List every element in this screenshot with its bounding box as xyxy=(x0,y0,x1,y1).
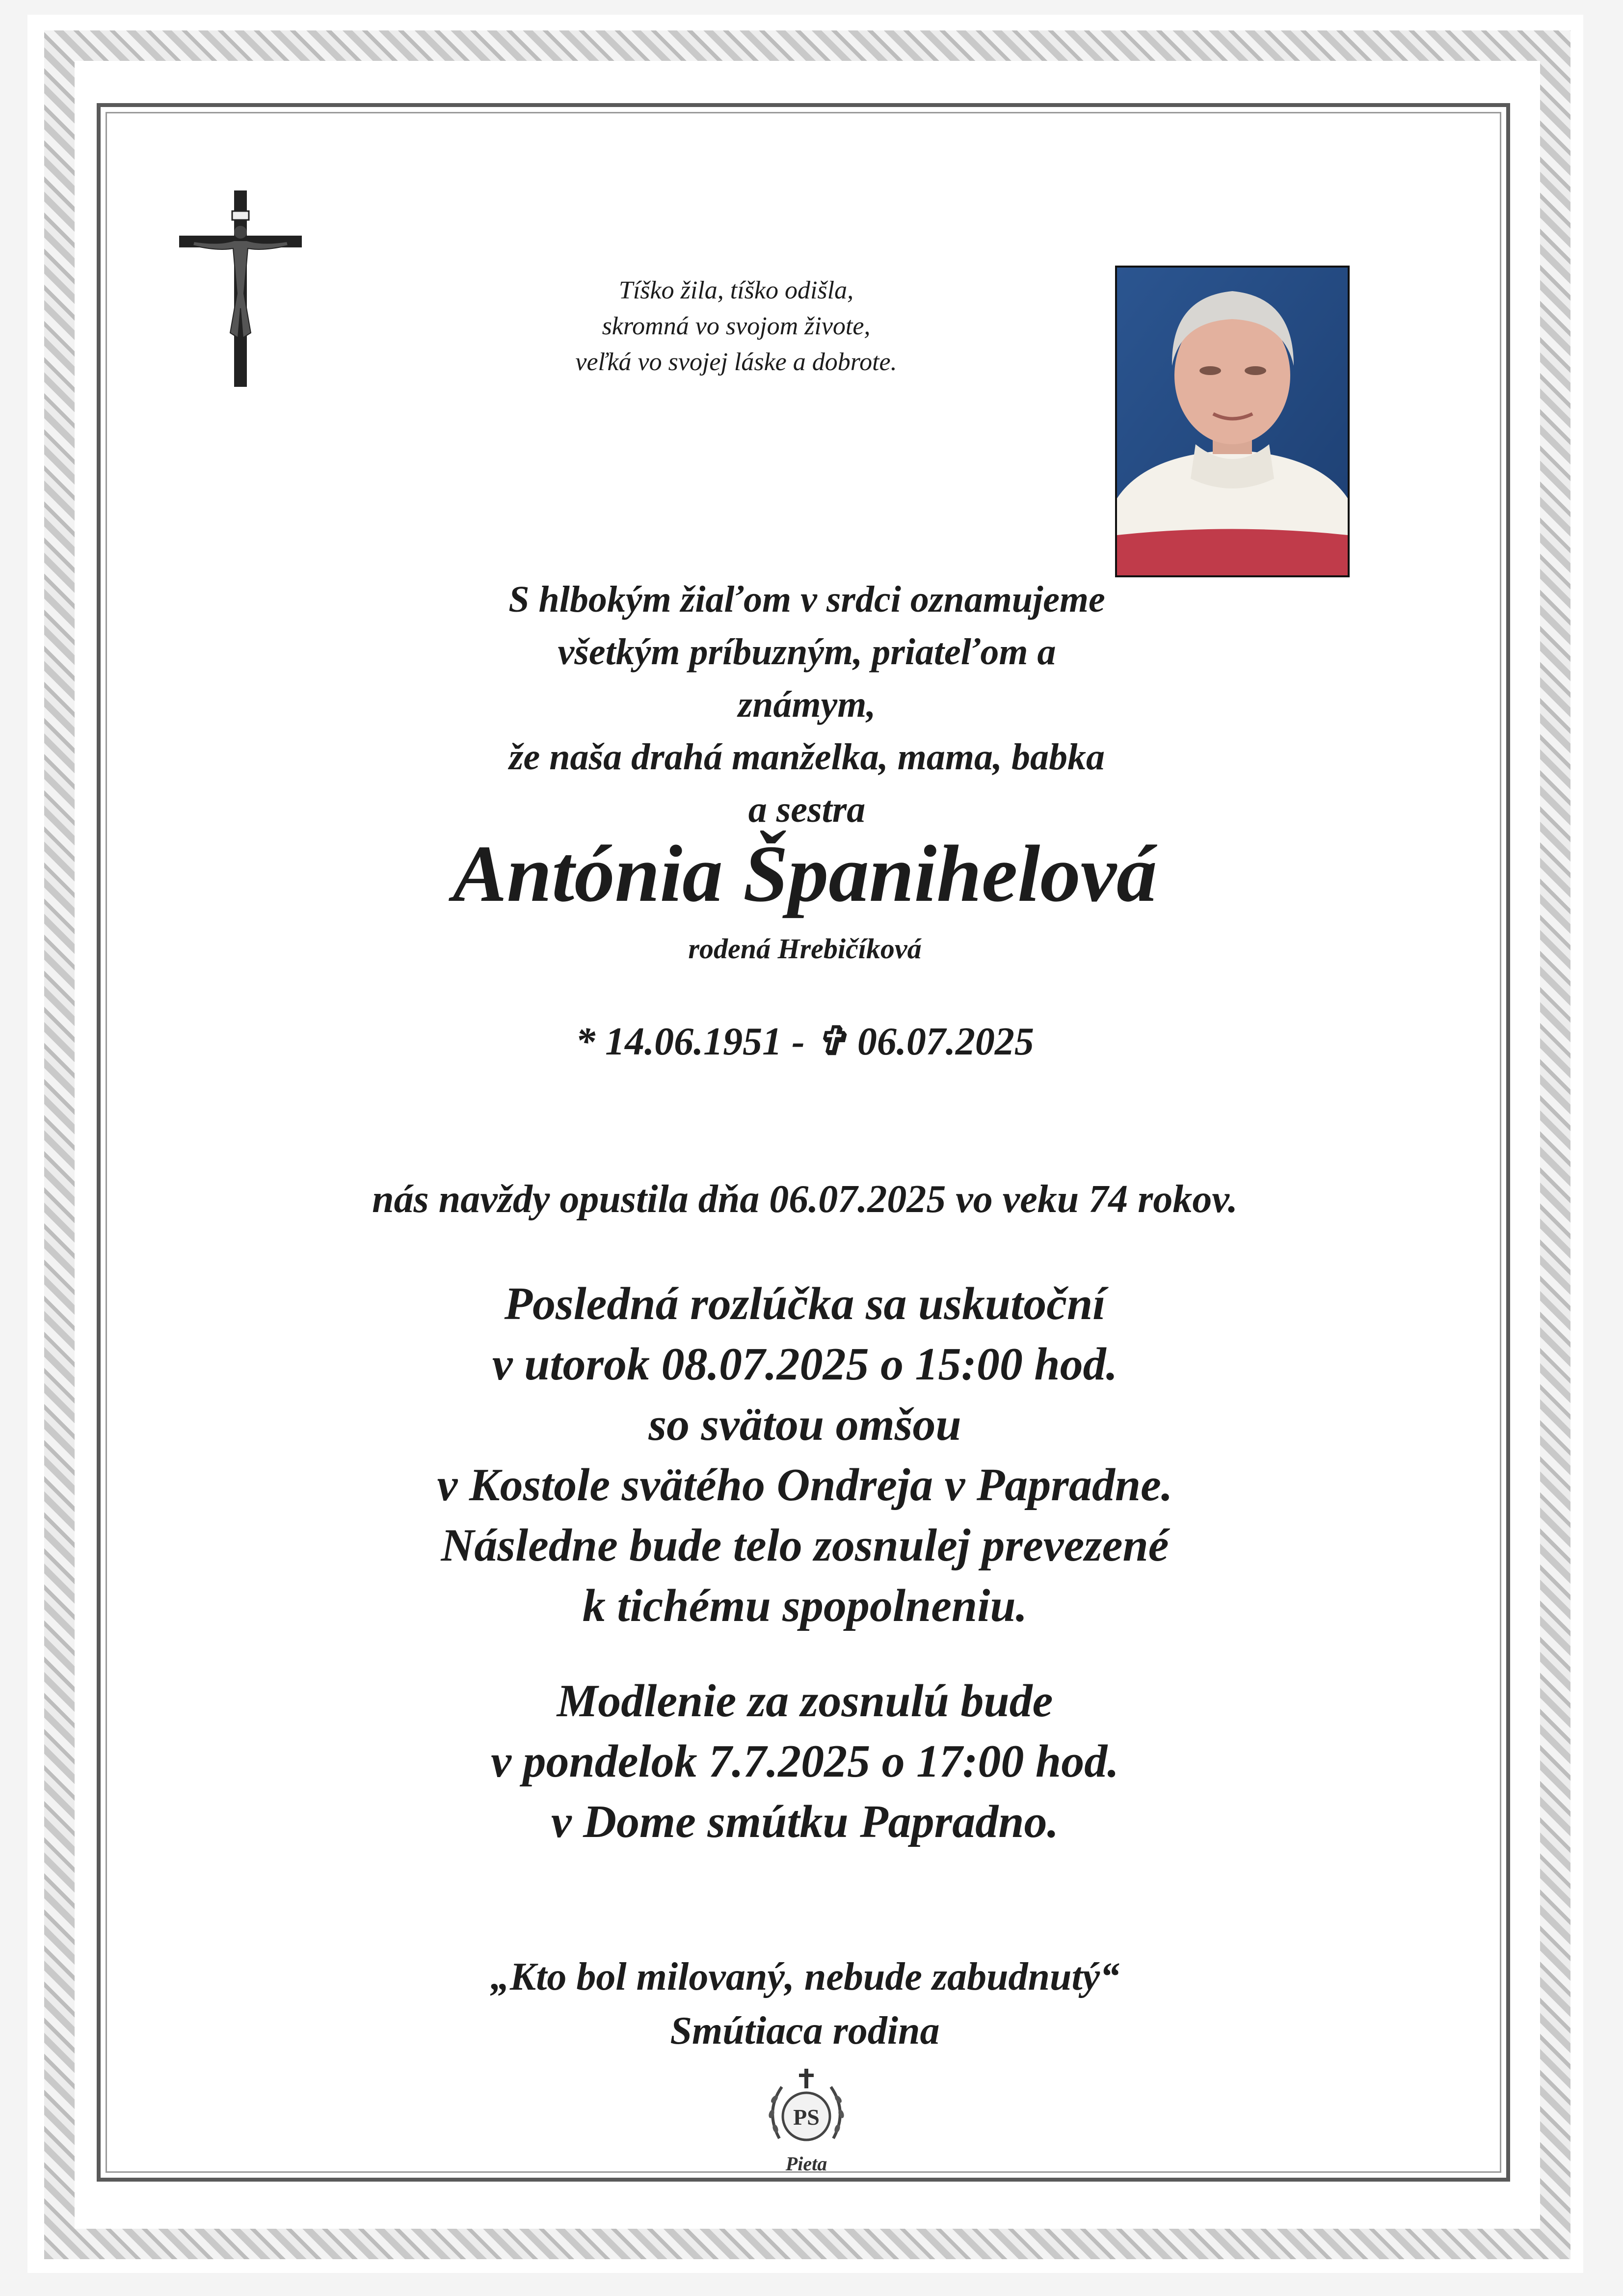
motto-verse xyxy=(496,272,977,380)
motto-line: skromná vo svojom živote, xyxy=(602,312,871,340)
prayer-line: v pondelok 7.7.2025 o 17:00 hod. xyxy=(491,1736,1119,1787)
funeral-line: v Kostole svätého Ondreja v Papradne. xyxy=(437,1459,1173,1511)
prayer-line: v Dome smútku Papradno. xyxy=(551,1796,1059,1847)
pieta-logo-icon xyxy=(760,2065,853,2183)
funeral-line: so svätou omšou xyxy=(648,1399,961,1450)
prayer-line: Modlenie za zosnulú bude xyxy=(557,1675,1053,1727)
life-dates xyxy=(510,1018,1099,1064)
portrait-photo xyxy=(1115,266,1350,577)
death-note: nás navždy opustila dňa 06.07.2025 vo veku 74 rokov. xyxy=(372,1178,1238,1221)
funeral-line: Posledná rozlúčka sa uskutoční xyxy=(504,1278,1106,1329)
funeral-line: Následne bude telo zosnulej prevezené xyxy=(441,1520,1169,1571)
motto-line: Tíško žila, tíško odišla, xyxy=(618,276,854,304)
death-date: 06.07.2025 xyxy=(857,1020,1034,1063)
announcement-line: všetkým príbuzným, priateľom a známym, xyxy=(558,631,1056,725)
funeral-line: v utorok 08.07.2025 o 15:00 hod. xyxy=(492,1339,1118,1390)
logo-label: Pieta xyxy=(785,2153,827,2175)
motto-line: veľká vo svojej láske a dobrote. xyxy=(575,348,897,376)
closing-quote: „Kto bol milovaný, nebude zabudnutý“ xyxy=(490,1955,1120,1999)
deceased-name: Antónia Španihelová xyxy=(452,829,1157,918)
maiden-name: rodená Hrebičíková xyxy=(688,933,922,965)
announcement-line: že naša drahá manželka, mama, babka a sestra xyxy=(508,736,1105,830)
funeral-line: k tichému spopolneniu. xyxy=(582,1580,1028,1631)
announcement-line: S hlbokým žiaľom v srdci oznamujeme xyxy=(508,579,1105,620)
cross-icon: ✞ xyxy=(814,1020,848,1063)
crucifix-icon xyxy=(179,190,302,387)
closing-block xyxy=(373,1950,1237,2058)
funeral-details xyxy=(344,1274,1266,1636)
prayer-details xyxy=(393,1671,1217,1852)
logo-monogram: PS xyxy=(793,2105,820,2130)
announcement-text xyxy=(503,573,1111,836)
birth-date: * 14.06.1951 - xyxy=(576,1020,805,1063)
signature: Smútiaca rodina xyxy=(670,2009,940,2053)
